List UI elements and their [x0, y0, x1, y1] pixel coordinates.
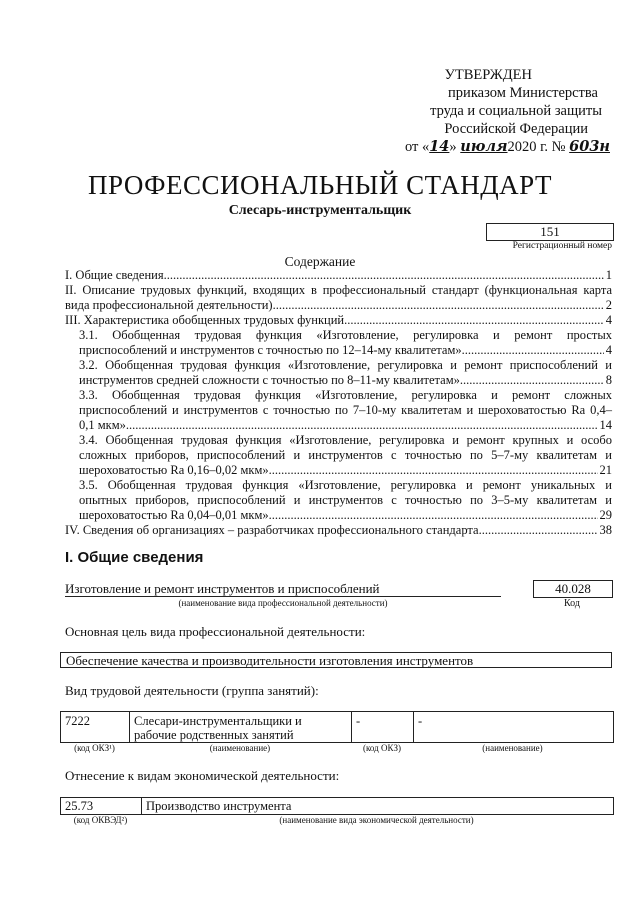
toc-entry-text: 3.2. Обобщенная трудовая функция «Изготовление, регулировка и ремонт приспособлений и — [79, 358, 612, 372]
order-number: 603н — [569, 138, 610, 155]
toc-entry-text: II. Описание трудовых функций, входящих в профессиональный стандарт (функциональная карта — [65, 283, 612, 297]
activity-caption: (наименование вида профессиональной деятельности) — [178, 598, 388, 608]
date-mid: » — [449, 139, 457, 155]
toc-entry[interactable] — [65, 478, 612, 523]
toc-entry-text: 0,1 мкм» — [79, 418, 126, 432]
okz-name-line: Слесари-инструментальщики и — [134, 714, 302, 728]
okz-caption: (наименование) — [482, 743, 543, 753]
toc-leader-dots — [164, 268, 604, 283]
toc-entry-text: IV. Сведения об организациях – разработчиках профессионального стандарта — [65, 523, 479, 537]
approval-line: Российской Федерации — [444, 121, 588, 137]
toc-leader-dots — [269, 508, 598, 523]
toc-entry-text: 3.4. Обобщенная трудовая функция «Изготовление, регулировка и ремонт крупных и особо — [79, 433, 612, 447]
toc-entry[interactable] — [65, 328, 612, 358]
document-title: ПРОФЕССИОНАЛЬНЫЙ СТАНДАРТ — [87, 170, 553, 200]
toc-entry-text: приспособлений и инструментов с точностью по 12–14-му квалитетам» — [79, 343, 462, 357]
date-month: июля — [460, 138, 508, 155]
registration-number-label: Регистрационный номер — [512, 241, 612, 251]
okz-code2-cell: - — [352, 712, 414, 742]
toc-entry[interactable] — [65, 388, 612, 433]
toc-leader-dots — [462, 343, 604, 358]
toc-leader-dots — [269, 463, 598, 478]
okved-label: Отнесение к видам экономической деятельности: — [65, 768, 340, 783]
okved-table — [60, 797, 614, 815]
toc-entry-text: вида профессиональной деятельности) — [65, 298, 273, 312]
toc-entry[interactable] — [65, 313, 612, 328]
approval-date — [360, 138, 610, 156]
toc-page-number: 21 — [599, 463, 612, 477]
toc-entry-text: шероховатостью Ra 0,04–0,01 мкм» — [79, 508, 269, 522]
toc-page-number: 14 — [599, 418, 612, 432]
date-prefix: от « — [404, 139, 430, 155]
toc-page-number: 2 — [605, 298, 612, 312]
toc-entry[interactable] — [65, 268, 612, 283]
toc-entry-text: сложных приборов, приспособлений и инструментов с точностью по 5–7-му квалитетам и — [79, 448, 612, 462]
toc-entry[interactable] — [65, 283, 612, 313]
okved-name-cell: Производство инструмента — [146, 799, 292, 813]
toc-entry-text: шероховатостью Ra 0,16–0,02 мкм» — [79, 463, 269, 477]
activity-name: Изготовление и ремонт инструментов и приспособлений — [65, 581, 380, 596]
toc-entry-text: 3.3. Обобщенная трудовая функция «Изготовление, регулировка и ремонт сложных — [79, 388, 612, 402]
goal-value-box: Обеспечение качества и производительности изготовления инструментов — [60, 652, 612, 668]
table-of-contents — [65, 268, 612, 538]
toc-leader-dots — [460, 373, 604, 388]
toc-page-number: 29 — [599, 508, 612, 522]
toc-entry-text: 3.1. Обобщенная трудовая функция «Изготовление, регулировка и ремонт простых — [79, 328, 612, 342]
okz-name-line: рабочие родственных занятий — [134, 728, 294, 742]
okz-caption: (код ОКЗ¹) — [74, 743, 115, 753]
group-label: Вид трудовой деятельности (группа занятий): — [65, 683, 319, 698]
okz-caption: (код ОКЗ) — [363, 743, 401, 753]
toc-leader-dots — [126, 418, 598, 433]
toc-leader-dots — [479, 523, 598, 538]
okved-caption: (наименование вида экономической деятельности) — [279, 815, 474, 825]
toc-entry-text: III. Характеристика обобщенных трудовых функций — [65, 313, 345, 327]
toc-leader-dots — [273, 298, 604, 313]
toc-entry-text: 3.5. Обобщенная трудовая функция «Изготовление, регулировка и ремонт уникальных и — [79, 478, 612, 492]
approval-title: УТВЕРЖДЕН — [444, 67, 532, 83]
toc-page-number: 38 — [599, 523, 612, 537]
toc-page-number: 4 — [605, 343, 612, 357]
activity-underline — [65, 596, 501, 597]
toc-entry[interactable] — [65, 358, 612, 388]
toc-entry-text: опытных приборов, приспособлений и инструментов с точностью по 3–5-му квалитетам и — [79, 493, 612, 507]
okved-caption: (код ОКВЭД²) — [73, 815, 128, 825]
toc-page-number: 4 — [605, 313, 612, 327]
approval-line: труда и социальной защиты — [430, 103, 602, 119]
okz-name-cell — [130, 712, 352, 742]
toc-entry-text: приспособлений и инструментов с точностью по 7–10-му квалитетам и шероховатостью Ra 0,4– — [79, 403, 612, 417]
okz-caption: (наименование) — [209, 743, 271, 753]
approval-line: приказом Министерства — [448, 85, 598, 101]
section-heading: I. Общие сведения — [65, 549, 204, 566]
toc-entry-text: инструментов средней сложности с точностью по 8–11-му квалитетам» — [79, 373, 460, 387]
toc-page-number: 1 — [605, 268, 612, 282]
date-year: 2020 г. № — [507, 139, 566, 155]
okz-name2-cell: - — [418, 714, 423, 728]
toc-page-number: 8 — [605, 373, 612, 387]
activity-code-box: 40.028 — [533, 580, 613, 598]
toc-heading: Содержание — [284, 254, 356, 269]
code-caption: Код — [564, 598, 580, 609]
toc-entry-text: I. Общие сведения — [65, 268, 164, 282]
date-day: 14 — [429, 138, 450, 155]
okz-code-cell: 7222 — [61, 712, 130, 742]
toc-entry[interactable] — [65, 523, 612, 538]
goal-label: Основная цель вида профессиональной деятельности: — [65, 624, 366, 639]
toc-leader-dots — [344, 313, 604, 328]
approval-block — [360, 66, 610, 156]
toc-entry[interactable] — [65, 433, 612, 478]
document-subtitle: Слесарь-инструментальщик — [228, 203, 412, 218]
okz-table — [60, 711, 614, 743]
okved-code-cell: 25.73 — [61, 798, 142, 814]
registration-number-box: 151 — [486, 223, 614, 241]
